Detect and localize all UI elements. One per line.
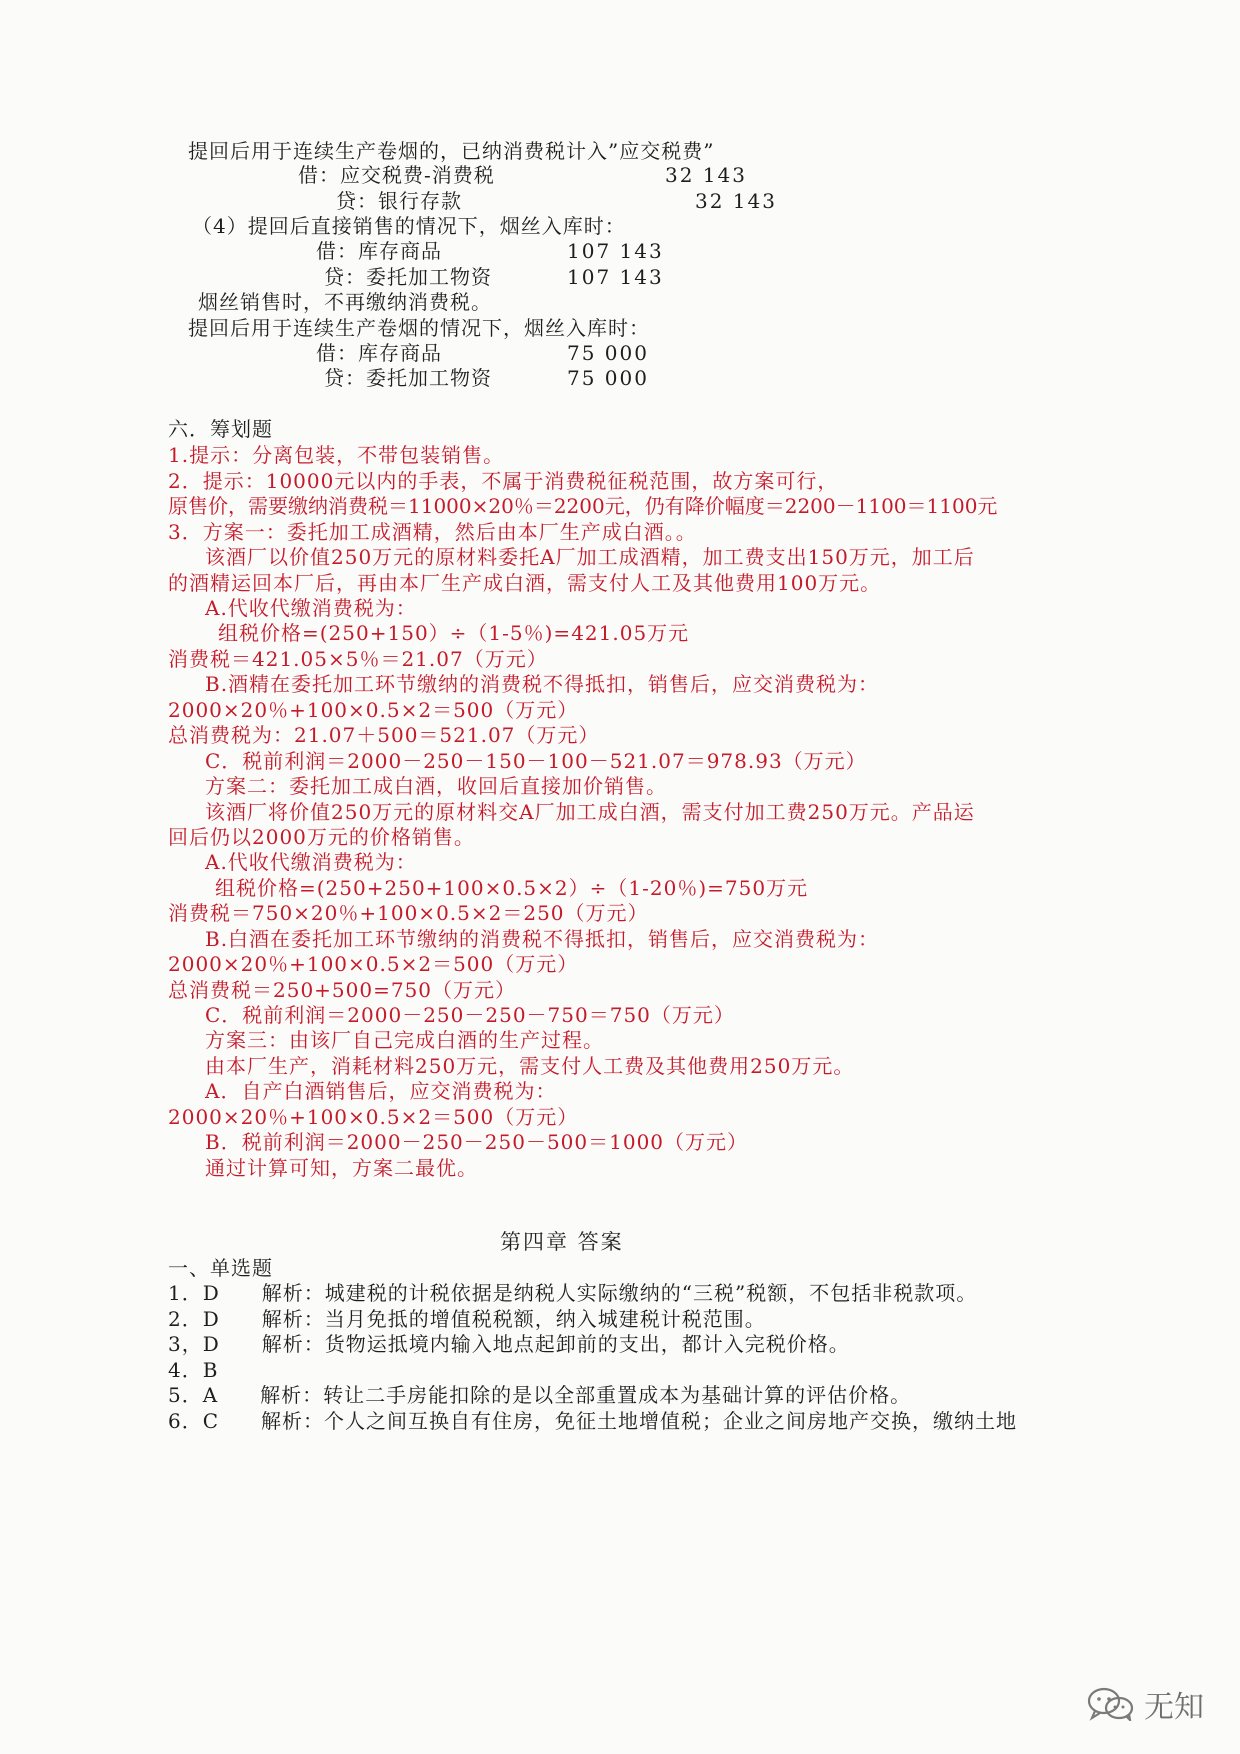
- planning-line: C．税前利润＝2000－250－150－100－521.07＝978.93（万元）: [205, 749, 867, 773]
- planning-line: 消费税＝750×20％+100×0.5×2＝250（万元）: [168, 901, 649, 925]
- journal-debit-label: 借：库存商品: [316, 239, 442, 263]
- journal-credit-label: 贷：银行存款: [336, 189, 462, 213]
- planning-line: 该酒厂以价值250万元的原材料委托A厂加工成酒精，加工费支出150万元，加工后: [205, 545, 975, 569]
- planning-line: 由本厂生产，消耗材料250万元，需支付人工费及其他费用250万元。: [205, 1054, 855, 1078]
- journal-debit-label: 借：库存商品: [316, 341, 442, 365]
- planning-line: 2．提示：10000元以内的手表，不属于消费税征税范围，故方案可行，: [168, 469, 839, 493]
- planning-line: 2000×20％+100×0.5×2＝500（万元）: [168, 952, 579, 976]
- section-heading: 六．筹划题: [168, 417, 273, 441]
- answer-item: 4．B: [168, 1358, 219, 1382]
- planning-line: 该酒厂将价值250万元的原材料交A厂加工成白酒，需支付加工费250万元。产品运: [205, 800, 975, 824]
- planning-line: B.酒精在委托加工环节缴纳的消费税不得抵扣，销售后，应交消费税为：: [205, 672, 880, 696]
- journal-amount: 32 143: [695, 189, 777, 213]
- planning-line: 消费税＝421.05×5％＝21.07（万元）: [168, 647, 548, 671]
- planning-line: 总消费税＝250+500=750（万元）: [168, 978, 517, 1002]
- planning-line: 通过计算可知，方案二最优。: [205, 1156, 478, 1180]
- answer-item: 6．C 解析：个人之间互换自有住房，免征土地增值税；企业之间房地产交换，缴纳土地: [168, 1409, 1018, 1433]
- planning-line: 2000×20％+100×0.5×2＝500（万元）: [168, 1105, 579, 1129]
- text-line: 烟丝销售时，不再缴纳消费税。: [198, 290, 492, 314]
- planning-line: A.代收代缴消费税为：: [205, 850, 417, 874]
- journal-credit-label: 贷：委托加工物资: [324, 265, 492, 289]
- answer-item: 2．D 解析：当月免抵的增值税税额，纳入城建税计税范围。: [168, 1307, 766, 1331]
- section-heading: 一、单选题: [168, 1256, 273, 1280]
- planning-line: 的酒精运回本厂后，再由本厂生产成白酒，需支付人工及其他费用100万元。: [168, 571, 882, 595]
- journal-amount: 75 000: [567, 341, 649, 365]
- journal-amount: 107 143: [567, 239, 664, 263]
- journal-amount: 107 143: [567, 265, 664, 289]
- planning-line: B.白酒在委托加工环节缴纳的消费税不得抵扣，销售后，应交消费税为：: [205, 927, 880, 951]
- answer-item: 1．D 解析：城建税的计税依据是纳税人实际缴纳的“三税”税额，不包括非税款项。: [168, 1281, 978, 1305]
- watermark-text: 无知: [1144, 1690, 1204, 1725]
- text-line: 提回后用于连续生产卷烟的，已纳消费税计入”应交税费”: [188, 139, 715, 163]
- planning-line: C．税前利润＝2000－250－250－750＝750（万元）: [205, 1003, 735, 1027]
- journal-amount: 32 143: [665, 163, 747, 187]
- journal-credit-label: 贷：委托加工物资: [324, 366, 492, 390]
- planning-line: 1.提示：分离包装，不带包装销售。: [168, 443, 505, 467]
- answer-item: 5．A 解析：转让二手房能扣除的是以全部重置成本为基础计算的评估价格。: [168, 1383, 912, 1407]
- planning-line: 组税价格=(250+150）÷（1-5％)=421.05万元: [218, 621, 690, 645]
- planning-line: 方案二：委托加工成白酒，收回后直接加价销售。: [205, 774, 667, 798]
- chapter-title: 第四章 答案: [500, 1230, 624, 1254]
- planning-line: 3．方案一：委托加工成酒精，然后由本厂生产成白酒。。: [168, 520, 697, 544]
- watermark: [1086, 1682, 1204, 1726]
- planning-line: B．税前利润＝2000－250－250－500＝1000（万元）: [205, 1130, 749, 1154]
- planning-line: 2000×20％+100×0.5×2＝500（万元）: [168, 698, 579, 722]
- planning-line: A.代收代缴消费税为：: [205, 596, 417, 620]
- journal-amount: 75 000: [567, 366, 649, 390]
- wechat-icon: [1086, 1687, 1136, 1721]
- text-line: 提回后用于连续生产卷烟的情况下，烟丝入库时：: [188, 316, 650, 340]
- planning-line: 方案三：由该厂自己完成白酒的生产过程。: [205, 1028, 604, 1052]
- text-line: （4）提回后直接销售的情况下，烟丝入库时：: [192, 214, 626, 238]
- planning-line: 原售价，需要缴纳消费税＝11000×20％＝2200元，仍有降价幅度＝2200－1100＝1100元: [168, 494, 998, 518]
- planning-line: 组税价格=(250+250+100×0.5×2）÷（1-20％)=750万元: [215, 876, 809, 900]
- planning-line: 回后仍以2000万元的价格销售。: [168, 825, 475, 849]
- planning-line: 总消费税为：21.07＋500＝521.07（万元）: [168, 723, 600, 747]
- planning-line: A．自产白酒销售后，应交消费税为：: [205, 1079, 557, 1103]
- journal-debit-label: 借：应交税费-消费税: [298, 163, 495, 187]
- answer-item: 3，D 解析：货物运抵境内输入地点起卸前的支出，都计入完税价格。: [168, 1332, 850, 1356]
